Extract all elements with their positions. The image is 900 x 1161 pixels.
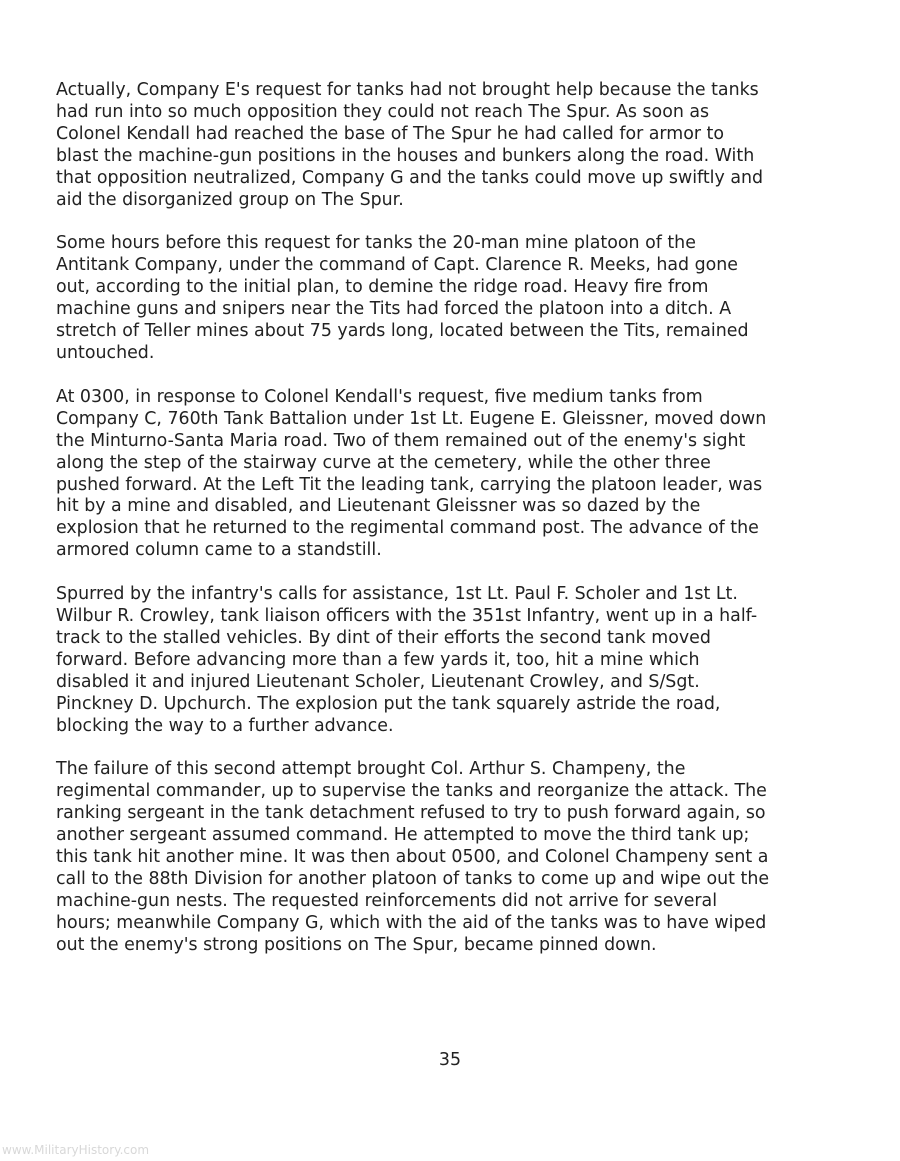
page-number: 35 [438,1050,462,1070]
paragraph-5: The failure of this second attempt brought Col. Arthur S. Champeny, the regimental commander, up to supervise the tanks and reorganize the attack. The ranking sergeant in the tank detachment refused to try to push forward again, so another sergeant assumed command. He attempted to move the third tank up; this tank hit another mine. It was then about 0500, and Colonel Champeny sent a call to the 88th Division for another platoon of tanks to come up and wipe out the machine-gun nests. The requested reinforcements did not arrive for several hours; meanwhile Company G, which with the aid of the tanks was to have wiped out the enemy's strong positions on The Spur, became pinned down. [56,759,770,955]
paragraph-2: Some hours before this request for tanks the 20-man mine platoon of the Antitank Company, under the command of Capt. Clarence R. Meeks, had gone out, according to the initial plan, to demine the ridge road. Heavy fire from machine guns and snipers near the Tits had forced the platoon into a ditch. A stretch of Teller mines about 75 yards long, located between the Tits, remained untouched. [56,233,749,363]
paragraph-1: Actually, Company E's request for tanks had not brought help because the tanks had run into so much opposition they could not reach The Spur. As soon as Colonel Kendall had reached the base of The Spur he had called for armor to blast the machine-gun positions in the houses and bunkers along the road. With that opposition neutralized, Company G and the tanks could move up swiftly and aid the disorganized group on The Spur. [56,80,764,210]
document-body [56,80,826,979]
paragraph-3: At 0300, in response to Colonel Kendall's request, five medium tanks from Company C, 760th Tank Battalion under 1st Lt. Eugene E. Gleissner, moved down the Minturno-Santa Maria road. Two of them remained out of the enemy's sight along the step of the stairway curve at the cemetery, while the other three pushed forward. At the Left Tit the leading tank, carrying the platoon leader, was hit by a mine and disabled, and Lieutenant Gleissner was so dazed by the explosion that he returned to the regimental command post. The advance of the armored column came to a standstill. [56,386,767,561]
watermark: www.MilitaryHistory.com [2,1143,150,1157]
paragraph-4: Spurred by the infantry's calls for assistance, 1st Lt. Paul F. Scholer and 1st Lt. Wilbur R. Crowley, tank liaison officers with the 351st Infantry, went up in a half- track to the stalled vehicles. By dint of their efforts the second tank moved forward. Before advancing more than a few yards it, too, hit a mine which disabled it and injured Lieutenant Scholer, Lieutenant Crowley, and S/Sgt. Pinckney D. Upchurch. The explosion put the tank squarely astride the road, blocking the way to a further advance. [56,584,758,736]
